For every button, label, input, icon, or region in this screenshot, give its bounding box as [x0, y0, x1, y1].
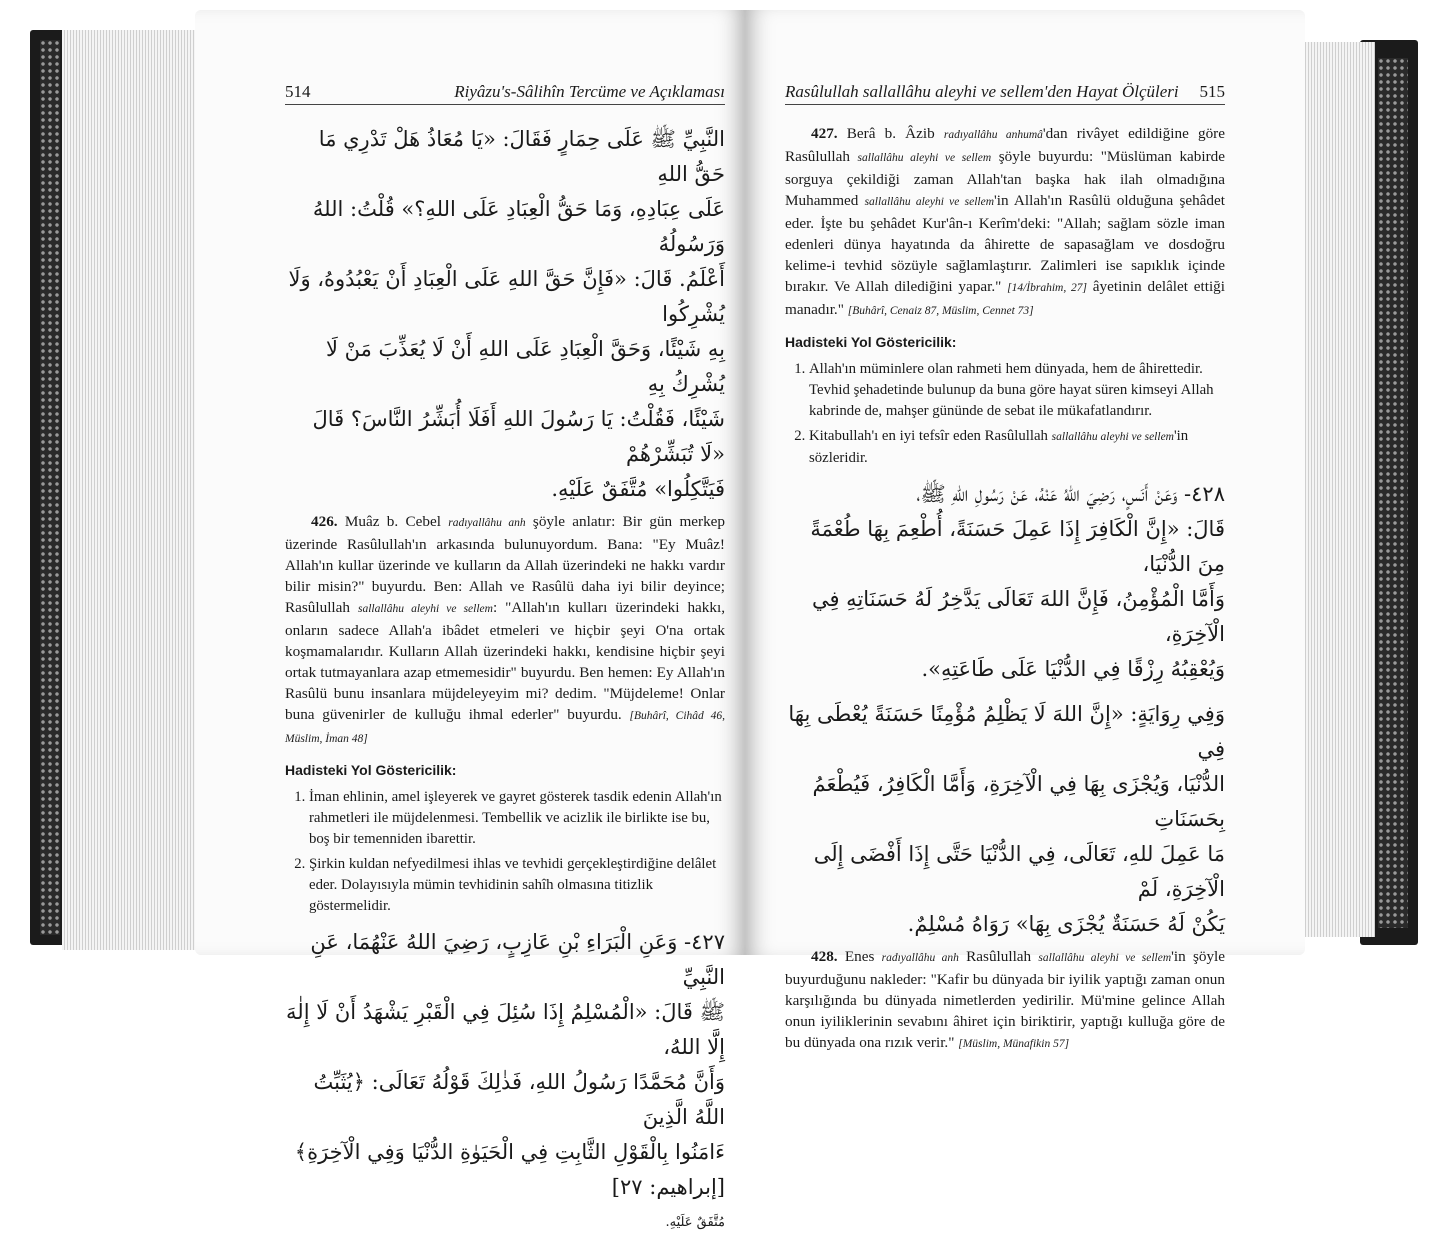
guidance-heading: Hadisteki Yol Göstericilik: — [285, 762, 457, 778]
text: Kitabullah'ı en iyi tefsîr eden Rasûlullah — [809, 428, 1052, 444]
cover-pattern-right — [1378, 58, 1408, 928]
arabic-line: أَعْلَمُ. قَالَ: «فَإِنَّ حَقَّ اللهِ عَلَى الْعِبَادِ أَنْ يَعْبُدُوهُ، وَلَا يُشْرِكُوا — [288, 267, 725, 326]
right-text-column — [785, 123, 1225, 1061]
arabic-line: وَيُعْقِبُهُ رِزْقًا فِي الدُّنْيَا عَلَى طَاعَتِهِ». — [921, 657, 1225, 681]
guidance-item: 2. Şirkin kuldan nefyedilmesi ihlas ve tevhidi gerçekleştirdiğine delâlet eder. Dolayısıyla mümin tevhidinin sahîh olmasına titizlik göstermelidir. — [309, 854, 725, 917]
arabic-line: عَلَى عِبَادِهِ، وَمَا حَقُّ الْعِبَادِ عَلَى اللهِ؟» قُلْتُ: اللهُ وَرَسُولُهُ — [312, 197, 725, 256]
text: Muâz b. Cebel — [337, 513, 449, 530]
hadith-number: 427. — [811, 125, 838, 142]
arabic-line: شَيْئًا، فَقُلْتُ: يَا رَسُولَ اللهِ أَفَلَا أُبَشِّرُ النَّاسَ؟ قَالَ «لَا تُبَشِّرْهُمْ — [312, 407, 725, 466]
text: şöyle anlatır: Bir gün merkep üzerinde Rasûlullah'ın arkasında bulunuyordum. Bana: "Ey Muâz! Allah'ın kullar üzerinde ve kulların da Allah üzerindeki ne hakkı vardır bilir misin?" buyurdu. Ben: Allah ve Rasûlü daha iyi bilir deyince; Rasûlullah — [285, 513, 725, 616]
honorific: sallallâhu aleyhi ve sellem — [864, 196, 995, 208]
page-edges-left — [62, 30, 202, 950]
page-number: 514 — [285, 82, 311, 101]
cover-pattern-left — [40, 40, 60, 935]
text: 'dan rivâyet edildiğine göre Rasûlullah — [785, 125, 1225, 165]
arabic-text-block — [285, 122, 725, 507]
text: 'in sözleridir. — [809, 428, 1189, 466]
text: Berâ b. Âzib — [837, 125, 944, 142]
hadith-426-translation — [285, 511, 725, 750]
arabic-line: مَا عَمِلَ للهِ، تَعَالَى، فِي الدُّنْيَا حَتَّى إِذَا أَفْضَى إِلَى الْآخِرَةِ، لَمْ — [813, 842, 1225, 901]
arabic-line: يَكُنْ لَهُ حَسَنَةٌ يُجْزَى بِهَا» رَوَاهُ مُسْلِمٌ. — [907, 912, 1225, 936]
arabic-line: ٤٢٧- وَعَنِ الْبَرَاءِ بْنِ عَازِبٍ، رَضِيَ اللهُ عَنْهُمَا، عَنِ النَّبِيِّ — [310, 930, 725, 989]
arabic-line: وَأَنَّ مُحَمَّدًا رَسُولُ اللهِ، فَذٰلِكَ قَوْلُهُ تَعَالَى: ﴿يُثَبِّتُ اللَّهُ الَّذِينَ — [313, 1070, 725, 1129]
honorific: radıyallâhu anhumâ — [943, 129, 1043, 141]
text: âyetinin delâlet ettiği manadır." — [785, 278, 1225, 318]
arabic-text-block — [785, 477, 1225, 687]
source-reference: [Buhârî, Cihâd 46, Müslim, İman 48] — [285, 710, 726, 745]
guidance-heading: Hadisteki Yol Göstericilik: — [785, 334, 957, 350]
text: 'in şöyle buyurduğunu nakleder: "Kafir bu dünyada bir iyilik yaptığı zaman onun karşılığında bu dünyada nimetlerden yedirilir. Mü'mine gelince Allah onun iyiliklerinin sevabını âhiret için biriktirir, yaptığı kulluğa göre de bu dünyada ona rızık verir." — [785, 948, 1225, 1051]
guidance-item — [809, 426, 1225, 469]
arabic-line: النَّبِيِّ ﷺ عَلَى حِمَارٍ فَقَالَ: «يَا مُعَاذُ هَلْ تَدْرِي مَا حَقُّ اللهِ — [318, 127, 725, 186]
source-reference: [14/İbrahim, 27] — [1007, 282, 1088, 294]
text: Rasûlullah — [958, 948, 1039, 965]
arabic-text-block — [785, 697, 1225, 942]
text: 'in Allah'ın Rasûlü olduğuna şehâdet eder. İşte bu şehâdet Kur'ân-ı Kerîm'deki: "Allah; sağlam sözle iman edenleri dünya hayatında da âhirette de sapasağlam ve dosdoğru kelime-i tevhid sözüyle sağlamlaştırır. Zalimleri ise sapıklık içinde bırakır. Ve Allah dilediğini yapar." — [785, 192, 1225, 295]
arabic-text-block — [285, 925, 725, 1240]
page-number: 515 — [1199, 82, 1225, 101]
arabic-line: مُتَّفَقٌ عَلَيْهِ. — [665, 1215, 725, 1230]
hadith-428-translation — [785, 946, 1225, 1055]
arabic-line: ءَامَنُوا بِالْقَوْلِ الثَّابِتِ فِي الْحَيَوٰةِ الدُّنْيَا وَفِي الْآخِرَةِ﴾ [إبراهيم: ٢٧] — [294, 1140, 725, 1199]
running-head-title: Rasûlullah sallallâhu aleyhi ve sellem'den Hayat Ölçüleri — [785, 82, 1179, 101]
text: şöyle buyurdu: "Müslüman kabirde sorguya çekildiği zaman Allah'tan başka hak ilah olmadığına Muhammed — [785, 148, 1225, 209]
hadith-number: 428. — [811, 948, 838, 965]
arabic-line: الدُّنْيَا، وَيُجْزَى بِهَا فِي الْآخِرَةِ، وَأَمَّا الْكَافِرُ، فَيُطْعَمُ بِحَسَنَاتِ — [812, 772, 1225, 831]
arabic-line: فَيَتَّكِلُوا» مُتَّفَقٌ عَلَيْهِ. — [551, 477, 725, 501]
running-head-title: Riyâzu's-Sâlihîn Tercüme ve Açıklaması — [454, 82, 725, 101]
honorific: sallallâhu aleyhi ve sellem — [1051, 431, 1174, 443]
arabic-line: وَأَمَّا الْمُؤْمِنُ، فَإِنَّ اللهَ تَعَالَى يَدَّخِرُ لَهُ حَسَنَاتِهِ فِي الْآخِرَةِ، — [811, 587, 1225, 646]
source-reference: [Müslim, Münafikin 57] — [958, 1038, 1070, 1050]
arabic-line: قَالَ: «إِنَّ الْكَافِرَ إِذَا عَمِلَ حَسَنَةً، أُطْعِمَ بِهَا طُعْمَةً مِنَ الدُّنْيَا، — [810, 517, 1225, 576]
text: Enes — [837, 948, 882, 965]
guidance-item: 1. İman ehlinin, amel işleyerek ve gayret gösterek tasdik edenin Allah'ın rahmetleri ile müjdelenmesi. Tembellik ve acizlik ile birlikte ise bu, boş bir temenniden ibarettir. — [309, 787, 725, 850]
guidance-list — [785, 359, 1225, 469]
left-text-column — [285, 122, 725, 1244]
arabic-line: بِهِ شَيْئًا، وَحَقَّ الْعِبَادِ عَلَى اللهِ أَنْ لَا يُعَذِّبَ مَنْ لَا يُشْرِكُ بِهِ — [325, 337, 725, 396]
honorific: sallallâhu aleyhi ve sellem — [357, 603, 493, 615]
honorific: sallallâhu aleyhi ve sellem — [1038, 952, 1172, 964]
honorific: radıyallâhu anh — [448, 517, 526, 529]
source-reference: [Buhârî, Cenaiz 87, Müslim, Cennet 73] — [847, 305, 1034, 317]
left-running-head — [285, 82, 725, 105]
guidance-list — [285, 787, 725, 917]
arabic-line: ٤٢٨- وَعَنْ أَنَسٍ، رَضِيَ اللهُ عَنْهُ، عَنْ رَسُولِ اللهِ ﷺ، — [916, 482, 1225, 506]
honorific: radıyallâhu anh — [881, 952, 959, 964]
hadith-number: 426. — [311, 513, 338, 530]
honorific: sallallâhu aleyhi ve sellem — [857, 152, 992, 164]
hadith-427-translation — [785, 123, 1225, 322]
text: : "Allah'ın kulları üzerindeki hakkı, onların sadece Allah'a ibâdet etmeleri ve hiçbir şeyi O'na ortak koşmamalarıdır. Kulların Allah üzerindeki hakkı, kendisine hiçbir şeyi ortak tutmayanlara azap etmemesidir" buyurdu. Ben hemen: Ey Allah'ın Rasûlü bunu insanlara müjdeleyeyim mi? dedim. "Müjdeleme! Onlar buna güvenirler de kulluğu ihmal ederler" buyurdu. — [285, 599, 725, 723]
arabic-line: ﷺ قَالَ: «الْمُسْلِمُ إِذَا سُئِلَ فِي الْقَبْرِ يَشْهَدُ أَنْ لَا إِلٰهَ إِلَّا اللهُ، — [286, 1000, 725, 1059]
guidance-item: 1. Allah'ın müminlere olan rahmeti hem dünyada, hem de âhirettedir. Tevhid şehadetinde bulunup da buna göre hayat süren kimseyi Allah kabrinde de, mahşer gününde de sebat ile mükafatlandırır. — [809, 359, 1225, 422]
right-running-head — [785, 82, 1225, 105]
arabic-line: وَفِي رِوَايَةٍ: «إِنَّ اللهَ لَا يَظْلِمُ مُؤْمِنًا حَسَنَةً يُعْطَى بِهَا فِي — [788, 702, 1225, 761]
